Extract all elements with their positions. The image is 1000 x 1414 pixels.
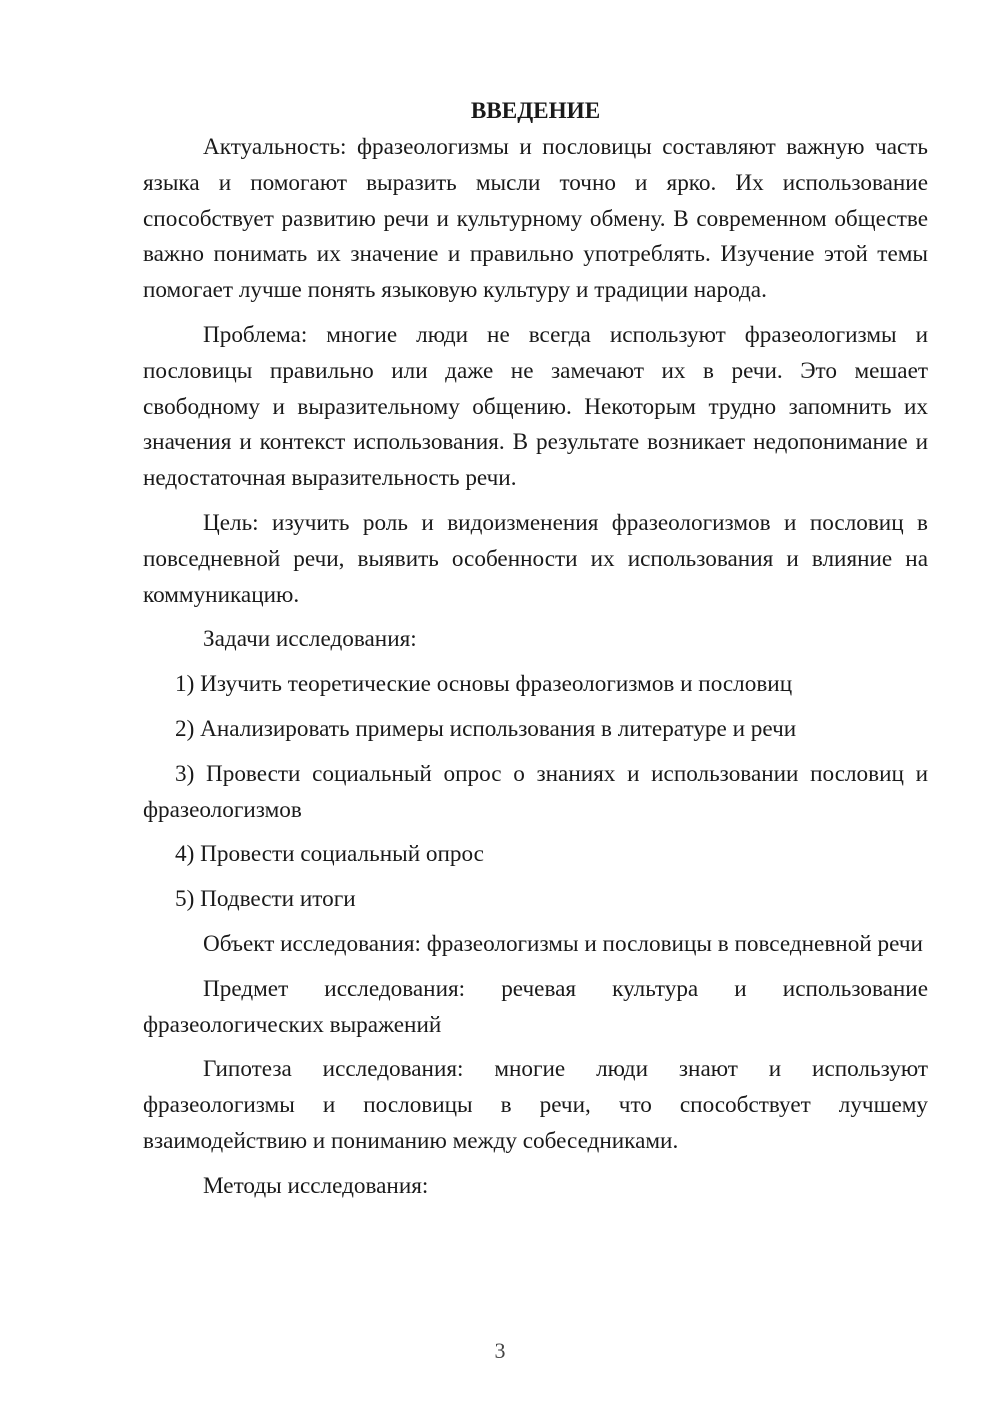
list-item: 2) Анализировать примеры использования в литературе и речи (175, 715, 797, 742)
page-content (143, 93, 928, 1205)
paragraph-object: Объект исследования: фразеологизмы и пословицы в повседневной речи (203, 930, 923, 957)
paragraph-subject: Предмет исследования: речевая культура и использование фразеологических выражений (143, 975, 928, 1038)
paragraph-problem: Проблема: многие люди не всегда используют фразеологизмы и пословицы правильно или даже не замечают их в речи. Это мешает свободному и выразительному общению. Некоторым трудно запомнить их значения и контекст использования. В результате возникает недопонимание и недостаточная выразительность речи. (143, 321, 928, 492)
list-item: 1) Изучить теоретические основы фразеологизмов и пословиц (175, 671, 793, 698)
page-number: 3 (494, 1338, 506, 1363)
list-item: 5) Подвести итоги (175, 886, 356, 913)
list-item: 4) Провести социальный опрос (175, 841, 484, 868)
tasks-heading: Задачи исследования: (203, 626, 417, 653)
list-item: 3) Провести социальный опрос о знаниях и использовании пословиц и фразеологизмов (143, 760, 928, 823)
paragraph-goal: Цель: изучить роль и видоизменения фразеологизмов и пословиц в повседневной речи, выявить особенности их использования и влияние на коммуникацию. (143, 509, 928, 608)
paragraph-hypothesis: Гипотеза исследования: многие люди знают и используют фразеологизмы и пословицы в речи, что способствует лучшему взаимодействию и пониманию между собеседниками. (143, 1056, 928, 1154)
section-title: ВВЕДЕНИЕ (470, 98, 601, 124)
paragraph-relevance: Актуальность: фразеологизмы и пословицы составляют важную часть языка и помогают выразить мысли точно и ярко. Их использование способствует развитию речи и культурному обмену. В современном обществе важно понимать их значение и правильно употреблять. Изучение этой темы помогает лучше понять языковую культуру и традиции народа. (143, 134, 928, 304)
methods-heading: Методы исследования: (203, 1172, 429, 1199)
tasks-list (143, 667, 928, 918)
